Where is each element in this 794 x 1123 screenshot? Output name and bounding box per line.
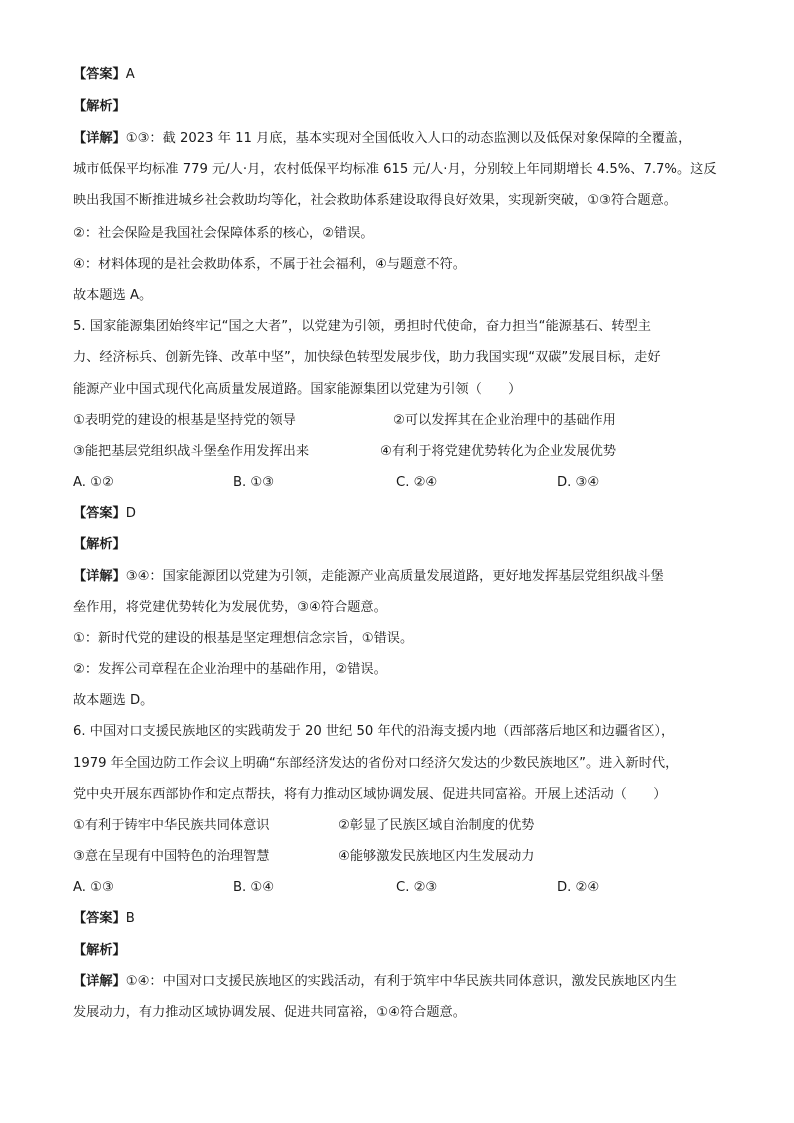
answer-label: 【答案】 — [73, 911, 126, 926]
q6-item-3: ③意在呈现有中国特色的治理智慧 — [73, 849, 270, 864]
q4-conclusion: 故本题选 A。 — [73, 288, 153, 303]
q5-detail-line-2: 垒作用，将党建优势转化为发展优势，③④符合题意。 — [73, 600, 387, 615]
q5-answer — [73, 505, 734, 523]
q5-item-2: ②可以发挥其在企业治理中的基础作用 — [393, 413, 616, 428]
q5-conclusion: 故本题选 D。 — [73, 693, 154, 708]
q5-option-d: D. ③④ — [557, 475, 600, 490]
q6-answer — [73, 910, 734, 928]
q6-option-d: D. ②④ — [557, 880, 600, 895]
answer-value: B — [125, 911, 135, 926]
q6-option-b: B. ①④ — [233, 880, 275, 895]
q6-item-1: ①有利于铸牢中华民族共同体意识 — [73, 818, 270, 833]
q5-note-2: ②：发挥公司章程在企业治理中的基础作用，②错误。 — [73, 662, 387, 677]
detail-label: 【详解】 — [73, 131, 126, 146]
q6-detail-line-1 — [73, 973, 734, 991]
answer-label: 【答案】 — [73, 67, 126, 82]
q6-stem-line-2: 1979 年全国边防工作会议上明确“东部经济发达的省份对口经济欠发达的少数民族地区”。进入新时代， — [73, 756, 679, 771]
q5-option-a: A. ①② — [73, 475, 114, 490]
q4-answer — [73, 66, 734, 84]
q4-detail-line-2: 城市低保平均标准 779 元/人·月，农村低保平均标准 615 元/人·月，分别较上年同期增长 4.5%、7.7%。这反 — [73, 162, 717, 177]
q6-analysis-label: 【解析】 — [73, 943, 126, 958]
q4-detail-line-1 — [73, 130, 734, 148]
q5-option-b: B. ①③ — [233, 475, 275, 490]
answer-label: 【答案】 — [73, 506, 126, 521]
detail-text: ③④：国家能源团以党建为引领，走能源产业高质量发展道路，更好地发挥基层党组织战斗堡 — [125, 569, 664, 584]
q6-option-c: C. ②③ — [396, 880, 438, 895]
q5-option-c: C. ②④ — [396, 475, 438, 490]
q6-item-2: ②彰显了民族区域自治制度的优势 — [338, 818, 535, 833]
q5-note-1: ①：新时代党的建设的根基是坚定理想信念宗旨，①错误。 — [73, 631, 414, 646]
q5-item-4: ④有利于将党建优势转化为企业发展优势 — [380, 444, 617, 459]
detail-text: ①④：中国对口支援民族地区的实践活动，有利于筑牢中华民族共同体意识，激发民族地区内生 — [125, 974, 677, 989]
q4-note-2: ④：材料体现的是社会救助体系，不属于社会福利，④与题意不符。 — [73, 257, 466, 272]
q5-detail-line-1 — [73, 568, 734, 586]
q6-item-4: ④能够激发民族地区内生发展动力 — [338, 849, 535, 864]
detail-text: ①③：截 2023 年 11 月底，基本实现对全国低收入人口的动态监测以及低保对象保障的全覆盖， — [125, 131, 692, 146]
q6-stem-line-3: 党中央开展东西部协作和定点帮扶，将有力推动区域协调发展、促进共同富裕。开展上述活动（ ） — [73, 787, 667, 802]
q4-detail-line-3: 映出我国不断推进城乡社会救助均等化，社会救助体系建设取得良好效果，实现新突破，①③符合题意。 — [73, 193, 677, 208]
q5-item-3: ③能把基层党组织战斗堡垒作用发挥出来 — [73, 444, 310, 459]
q4-note-1: ②：社会保险是我国社会保障体系的核心，②错误。 — [73, 226, 374, 241]
detail-label: 【详解】 — [73, 569, 126, 584]
q6-stem-line-1: 6. 中国对口支援民族地区的实践萌发于 20 世纪 50 年代的沿海支援内地（西部落后地区和边疆省区）， — [73, 724, 675, 739]
q5-analysis-label: 【解析】 — [73, 537, 126, 552]
q6-detail-line-2: 发展动力，有力推动区域协调发展、促进共同富裕，①④符合题意。 — [73, 1005, 466, 1020]
q5-item-1: ①表明党的建设的根基是坚持党的领导 — [73, 413, 296, 428]
answer-value: A — [125, 67, 135, 82]
q4-analysis-label: 【解析】 — [73, 99, 126, 114]
q5-stem-line-1: 5. 国家能源集团始终牢记“国之大者”，以党建为引领，勇担时代使命，奋力担当“能源基石、转型主 — [73, 319, 651, 334]
q5-stem-line-3: 能源产业中国式现代化高质量发展道路。国家能源集团以党建为引领（ ） — [73, 382, 522, 397]
detail-label: 【详解】 — [73, 974, 126, 989]
answer-value: D — [125, 506, 136, 521]
q5-stem-line-2: 力、经济标兵、创新先锋、改革中坚”，加快绿色转型发展步伐，助力我国实现“双碳”发展目标，走好 — [73, 350, 661, 365]
q6-option-a: A. ①③ — [73, 880, 114, 895]
